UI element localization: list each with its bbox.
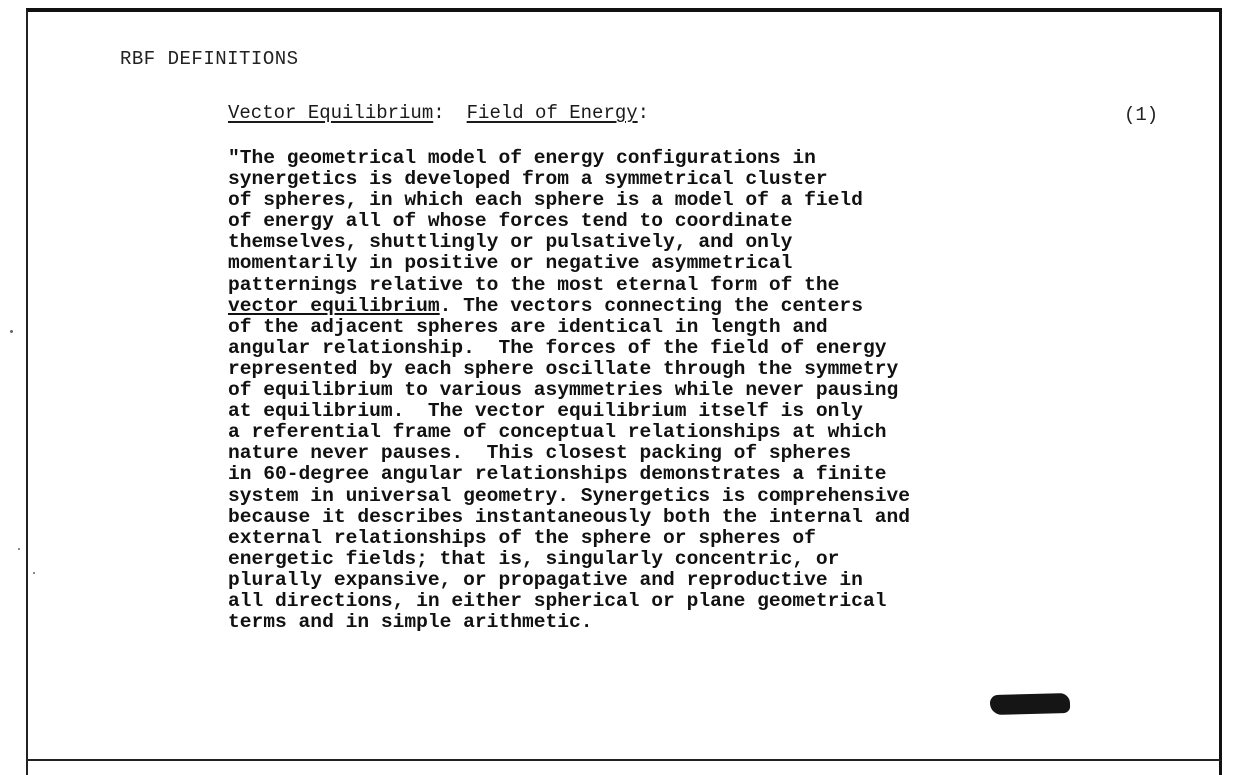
definition-quote [228, 148, 910, 633]
quote-line: system in universal geometry. Synergetics is comprehensive [228, 484, 910, 507]
quote-line: "The geometrical model of energy configurations in [228, 147, 816, 169]
quote-line: in 60-degree angular relationships demonstrates a finite [228, 463, 887, 486]
quote-line: represented by each sphere oscillate through the symmetry [228, 357, 899, 380]
quote-line: because it describes instantaneously both the internal and [228, 505, 910, 528]
quote-line: of energy all of whose forces tend to coordinate [228, 210, 793, 233]
entry-term-field-of-energy: Field of Energy [466, 102, 638, 124]
underlined-term: vector equilibrium [228, 294, 440, 317]
quote-line: plurally expansive, or propagative and reproductive in [228, 568, 863, 591]
entry-separator: : [637, 102, 650, 124]
quote-line: . The vectors connecting the centers [439, 294, 863, 317]
quote-line: themselves, shuttlingly or pulsatively, and only [228, 231, 793, 254]
quote-line: momentarily in positive or negative asymmetrical [228, 252, 793, 275]
section-heading: RBF DEFINITIONS [120, 48, 299, 70]
ink-blot-mark [990, 693, 1070, 715]
entry-heading [228, 102, 649, 124]
paper-speck [33, 572, 35, 574]
quote-line: terms and in simple arithmetic. [228, 611, 593, 634]
quote-line: of spheres, in which each sphere is a model of a field [228, 189, 863, 212]
quote-line: external relationships of the sphere or spheres of [228, 526, 816, 549]
quote-line: patternings relative to the most eternal form of the [228, 273, 840, 296]
entry-separator: : [433, 102, 445, 124]
quote-line: of the adjacent spheres are identical in length and [228, 315, 828, 338]
quote-line: a referential frame of conceptual relationships at which [228, 421, 887, 444]
quote-line: angular relationship. The forces of the field of energy [228, 336, 887, 359]
quote-line: nature never pauses. This closest packing of spheres [228, 442, 852, 465]
paper-speck [10, 330, 13, 333]
quote-line: energetic fields; that is, singularly concentric, or [228, 547, 840, 570]
entry-term-vector-equilibrium: Vector Equilibrium [228, 102, 434, 124]
quote-line: synergetics is developed from a symmetrical cluster [228, 168, 828, 191]
entry-number: (1) [1124, 104, 1159, 126]
quote-line: all directions, in either spherical or plane geometrical [228, 589, 887, 612]
quote-line: at equilibrium. The vector equilibrium itself is only [228, 400, 863, 423]
paper-speck [18, 548, 20, 550]
quote-line: of equilibrium to various asymmetries while never pausing [228, 379, 899, 402]
next-card-edge [26, 761, 1222, 775]
